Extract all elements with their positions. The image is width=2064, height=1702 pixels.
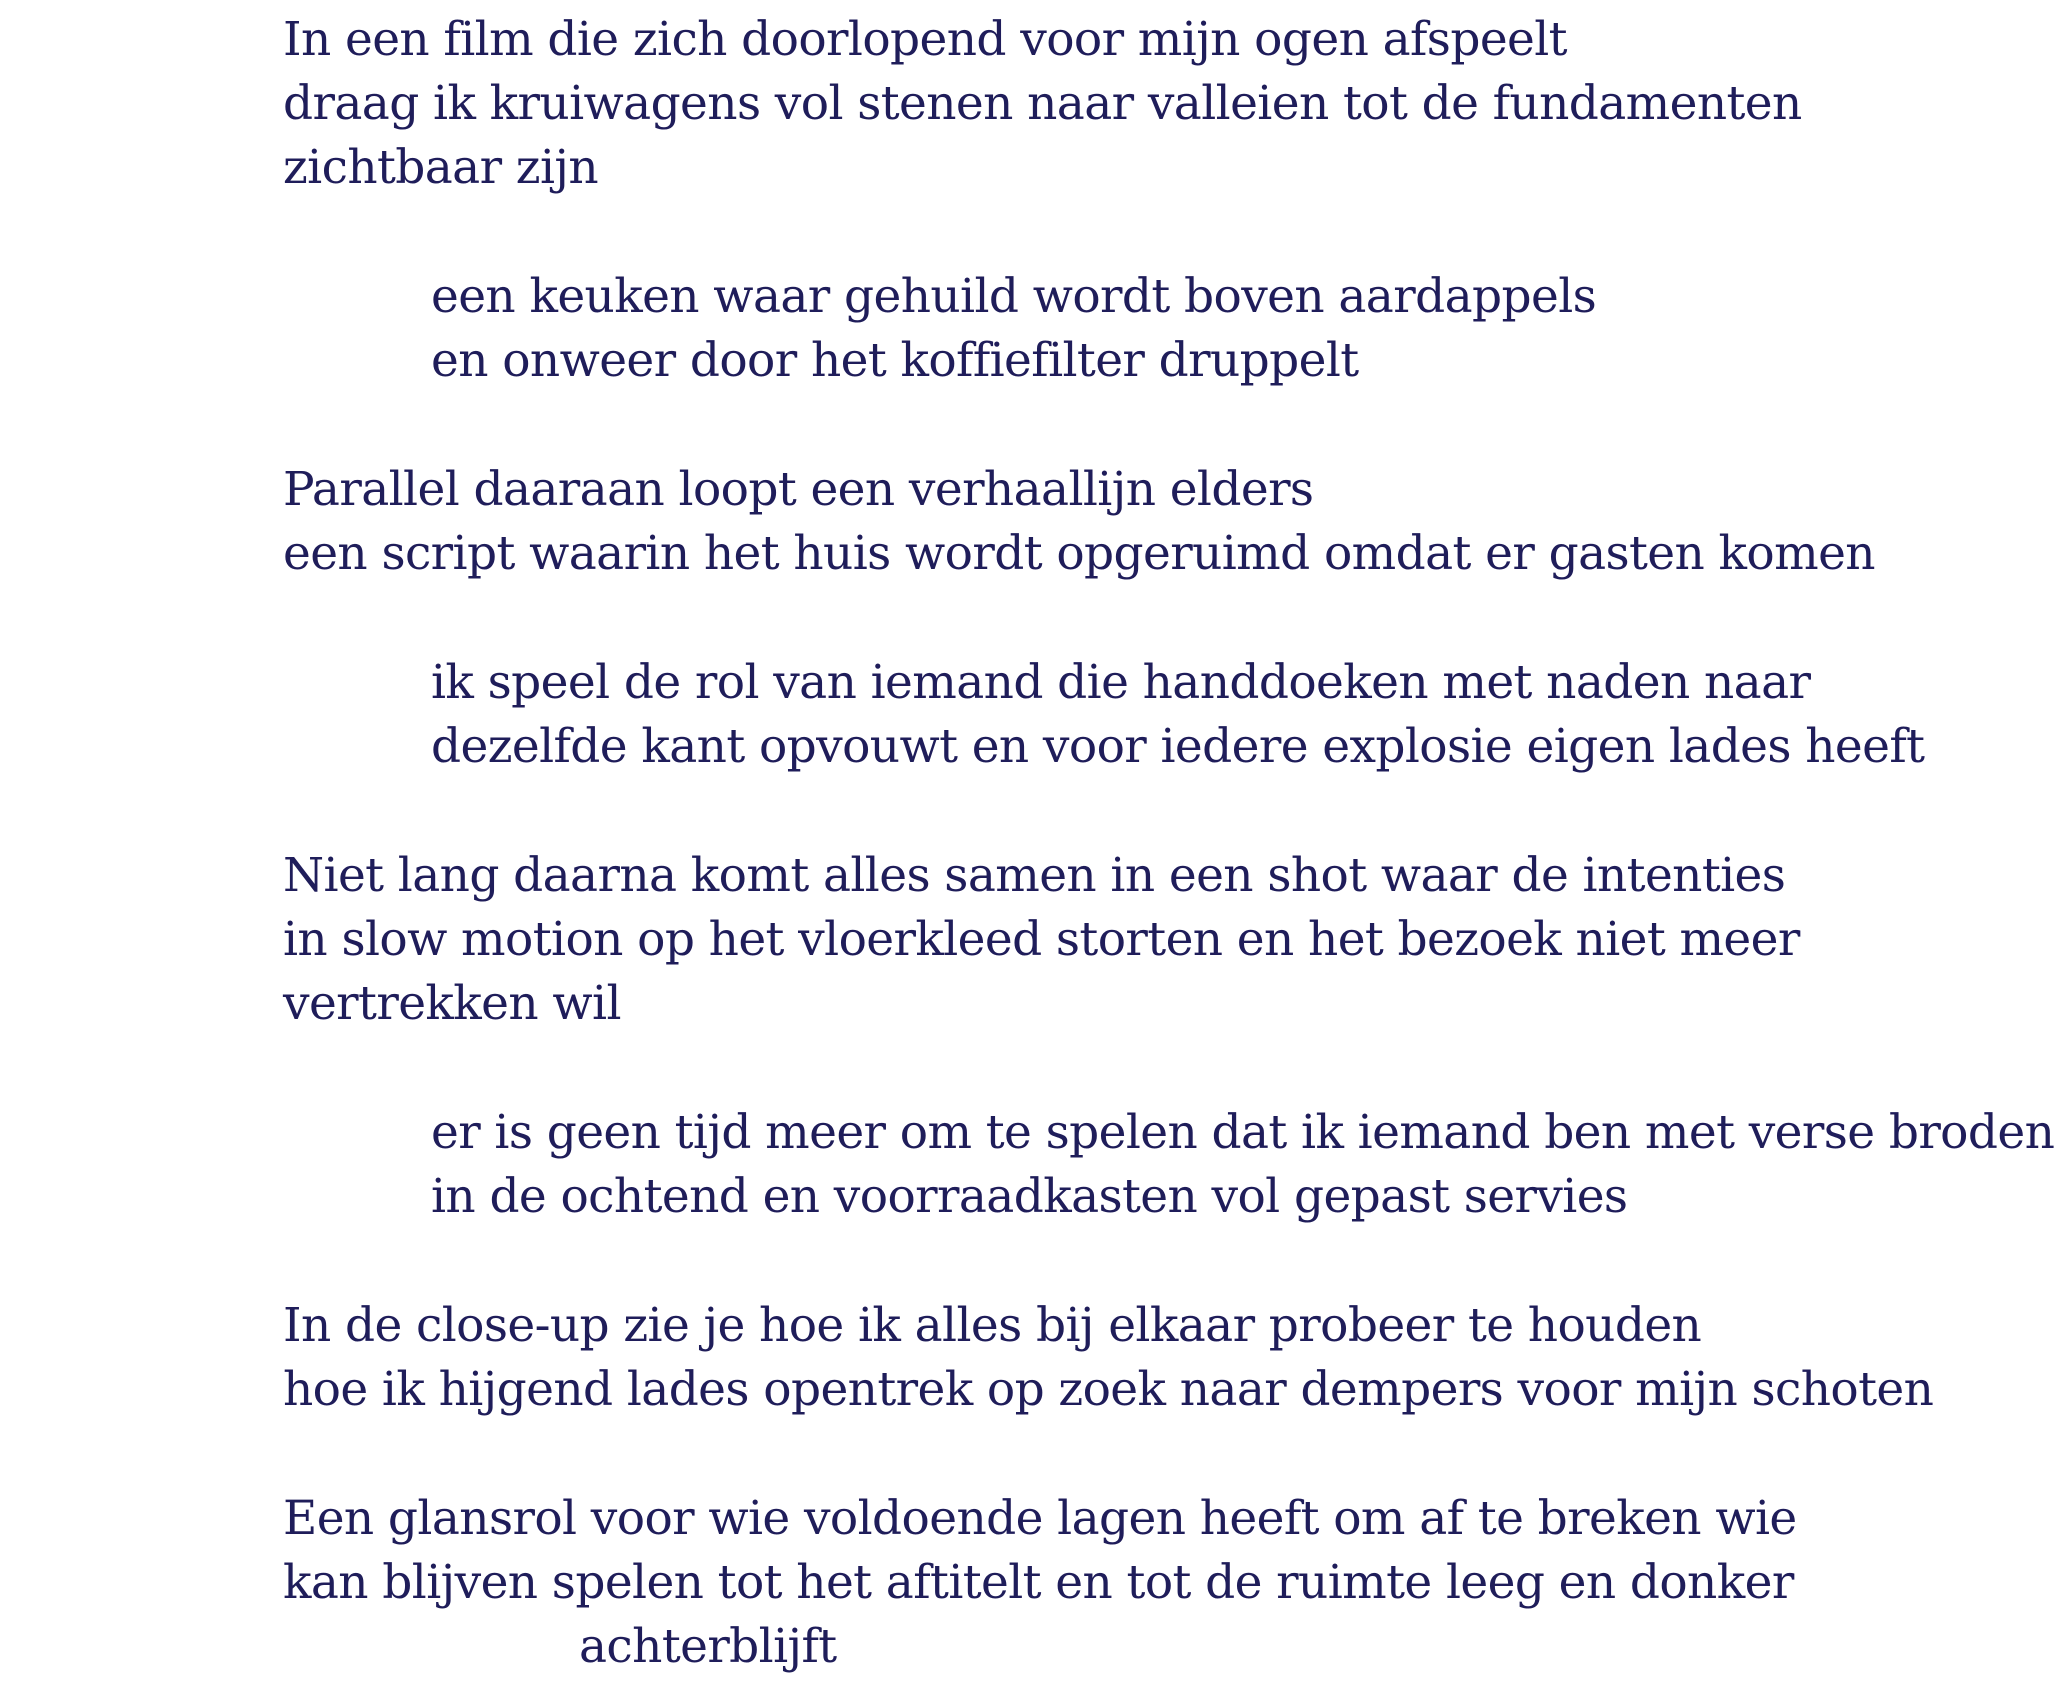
stanza-2 xyxy=(283,265,2043,393)
stanza-8 xyxy=(283,1487,2043,1679)
poem-line: een script waarin het huis wordt opgeruimd omdat er gasten komen xyxy=(283,526,1875,581)
stanza-1 xyxy=(283,8,2043,200)
stanza-3 xyxy=(283,458,2043,586)
poem-line: draag ik kruiwagens vol stenen naar valleien tot de fundamenten xyxy=(283,76,1802,131)
poem-line: en onweer door het koffiefilter druppelt xyxy=(431,333,1359,388)
stanza-5 xyxy=(283,844,2043,1036)
poem-line: Niet lang daarna komt alles samen in een shot waar de intenties xyxy=(283,848,1786,903)
poem-line: dezelfde kant opvouwt en voor iedere explosie eigen lades heeft xyxy=(431,719,1925,774)
poem-line: hoe ik hijgend lades opentrek op zoek naar dempers voor mijn schoten xyxy=(283,1362,1934,1417)
poem-line: in slow motion op het vloerkleed storten en het bezoek niet meer xyxy=(283,912,1800,967)
stanza-4 xyxy=(283,651,2043,779)
poem-line: zichtbaar zijn xyxy=(283,140,599,195)
poem-line: In een film die zich doorlopend voor mijn ogen afspeelt xyxy=(283,12,1567,67)
poem-line: ik speel de rol van iemand die handdoeken met naden naar xyxy=(431,655,1811,710)
poem-line: Parallel daaraan loopt een verhaallijn elders xyxy=(283,462,1314,517)
poem-line: vertrekken wil xyxy=(283,976,621,1031)
poem-line: in de ochtend en voorraadkasten vol gepast servies xyxy=(431,1169,1628,1224)
poem-line: achterblijft xyxy=(579,1619,837,1674)
poem-line: Een glansrol voor wie voldoende lagen heeft om af te breken wie xyxy=(283,1491,1797,1546)
poem-text xyxy=(283,8,2055,1679)
poem-line: een keuken waar gehuild wordt boven aardappels xyxy=(431,269,1597,324)
stanza-7 xyxy=(283,1294,2043,1422)
poem-line: er is geen tijd meer om te spelen dat ik iemand ben met verse broden xyxy=(431,1105,2055,1160)
poem-line: kan blijven spelen tot het aftitelt en tot de ruimte leeg en donker xyxy=(283,1555,1794,1610)
poem-line: In de close-up zie je hoe ik alles bij elkaar probeer te houden xyxy=(283,1298,1702,1353)
stanza-6 xyxy=(283,1101,2055,1229)
